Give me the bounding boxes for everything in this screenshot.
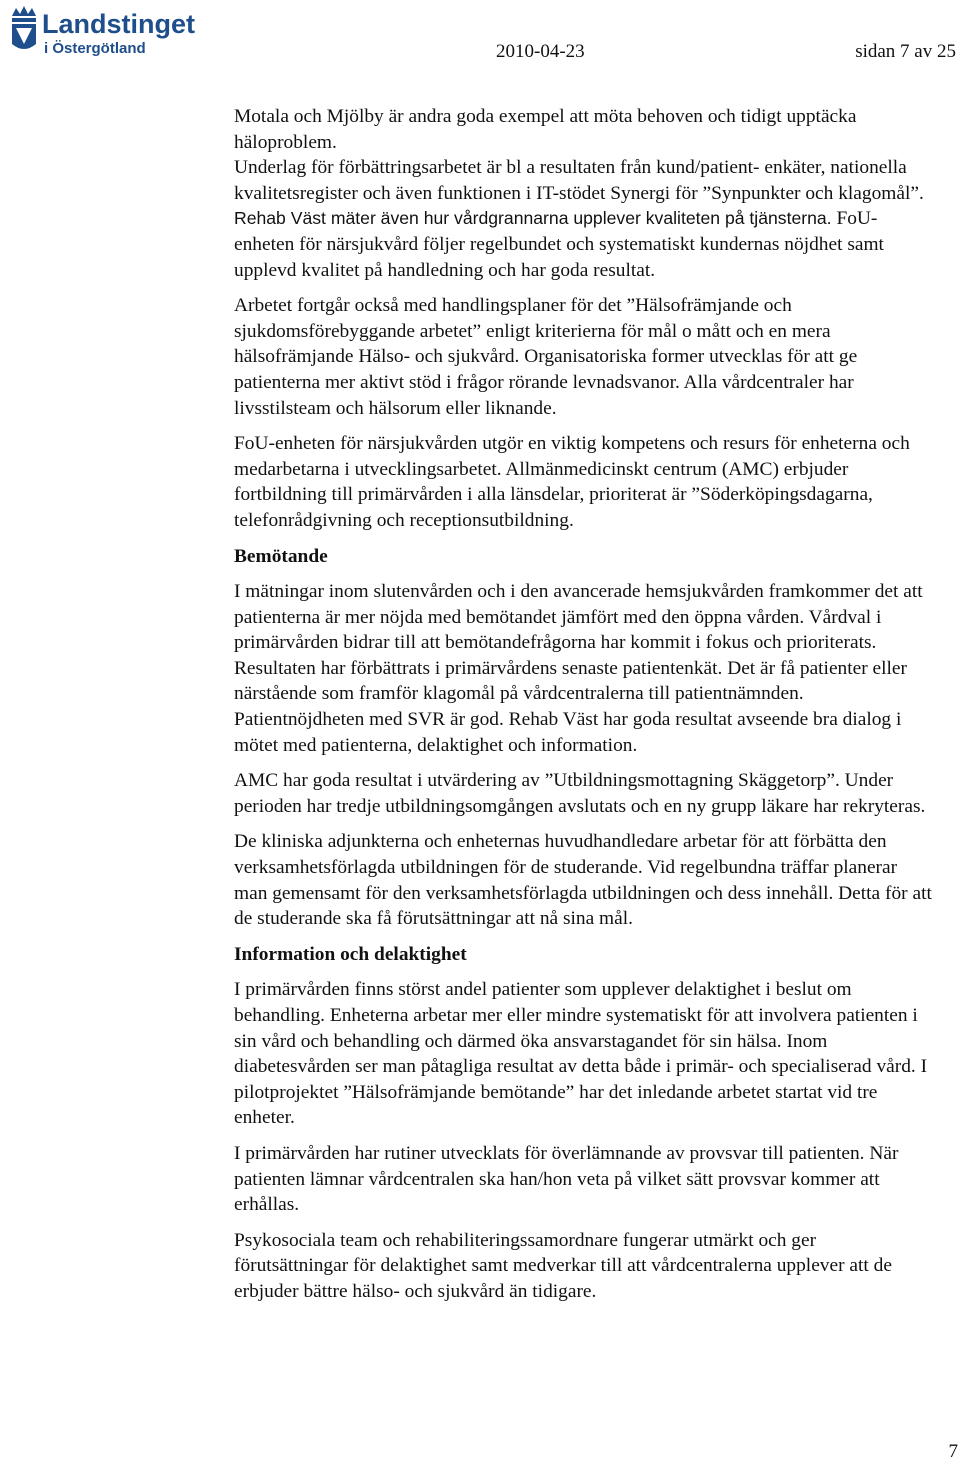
paragraph-adjunkter: De kliniska adjunkterna och enheternas huvudhandledare arbetar för att förbätta den verksamhetsförlagda utbildningen för de studerande. Vid regelbundna träffar planerar man gemensamt för den verksamhetsförlagda utbildningen och dess innehåll. Detta för att de studerande ska få förutsättningar att nå sina mål. <box>234 831 932 930</box>
header-date: 2010-04-23 <box>496 41 585 62</box>
paragraph-underlag <box>234 155 934 283</box>
paragraph-underlag-text: Underlag för förbättringsarbetet är bl a resultaten från kund/patient- enkäter, nationella kvalitetsregister och även funktionen i IT-stödet Synergi för ”Synpunkter och klagomål”. <box>234 157 924 204</box>
header-page-label: sidan 7 av 25 <box>855 41 956 62</box>
paragraph-fou-enheten: FoU-enheten för närsjukvården utgör en viktig kompetens och resurs för enheterna och medarbetarna i utvecklingsarbetet. Allmänmedicinskt centrum (AMC) erbjuder fortbildning till primärvården i alla länsdelar, prioriterat är ”Söderköpingsdagarna, telefonrådgivning och receptionsutbildning. <box>234 433 910 531</box>
logo-title: Landstinget <box>42 9 195 39</box>
paragraph-delaktighet: I primärvården finns störst andel patienter som upplever delaktighet i beslut om behandling. Enheterna arbetar mer eller mindre systematiskt för att involvera patienten i sin vård och behandling och därmed öka ansvarstagandet för sin hälsa. Inom diabetesvården ser man påtagliga resultat av detta både i primär- och specialiserad vård. I pilotprojektet ”Hälsofrämjande bemötande” har det inledande arbetet startat vid tre enheter. <box>234 979 928 1129</box>
heading-bemotande: Bemötande <box>234 545 328 567</box>
paragraph-psykosociala: Psykosociala team och rehabiliteringssamordnare fungerar utmärkt och ger förutsättningar för delaktighet samt medverkar till att vårdcentralerna upplever att de erbjuder bättre hälso- och sjukvård än tidigare. <box>234 1229 892 1302</box>
paragraph-provsvar: I primärvården har rutiner utvecklats för överlämnande av provsvar till patienten. När patienten lämnar vårdcentralen ska han/hon veta på vilket sätt provsvar kommer att erhållas. <box>234 1142 899 1216</box>
paragraph-rehab-vast-text: Rehab Väst mäter även hur vårdgrannarna upplever kvaliteten på tjänsterna. <box>234 208 832 229</box>
footer-page-number: 7 <box>948 1441 958 1462</box>
document-body <box>234 104 934 1315</box>
paragraph-amc: AMC har goda resultat i utvärdering av ”Utbildningsmottagning Skäggetorp”. Under perioden har tredje utbildningsomgången avslutats och en ny grupp läkare har rekryteras. <box>234 770 926 817</box>
landstinget-logo <box>6 4 246 64</box>
paragraph-arbetet: Arbetet fortgår också med handlingsplaner för det ”Hälsofrämjande och sjukdomsförebyggande arbetet” enligt kriterierna för mål o mått och en mera hälsofrämjande Hälso- och sjukvård. Organisatoriska former utvecklas för att ge patienterna mer aktivt stöd i frågor rörande levnadsvanor. Alla vårdcentraler har livsstilsteam och hälsorum eller liknande. <box>234 295 858 419</box>
logo-subtitle: i Östergötland <box>44 40 146 57</box>
heading-information: Information och delaktighet <box>234 943 467 965</box>
paragraph-matningar: I mätningar inom slutenvården och i den avancerade hemsjukvården framkommer det att patienterna är mer nöjda med bemötandet jämfört med den öppna vården. Vårdval i primärvården bidrar till att bemötandefrågorna har kommit i fokus och prioriterats. Resultaten har förbättrats i primärvårdens senaste patientenkät. Det är få patienter eller närstående som framför klagomål på vårdcentralerna till patientnämnden. Patientnöjdheten med SVR är god. Rehab Väst har goda resultat avseende bra dialog i mötet med patienterna, delaktighet och information. <box>234 581 923 756</box>
page-header <box>0 0 960 70</box>
paragraph-fou-text: FoU-enheten för närsjukvård följer regelbundet och systematiskt kundernas nöjdhet samt upplevd kvalitet på handledning och har goda resultat. <box>234 208 884 281</box>
paragraph-intro: Motala och Mjölby är andra goda exempel att möta behoven och tidigt upptäcka häloproblem. <box>234 106 857 153</box>
